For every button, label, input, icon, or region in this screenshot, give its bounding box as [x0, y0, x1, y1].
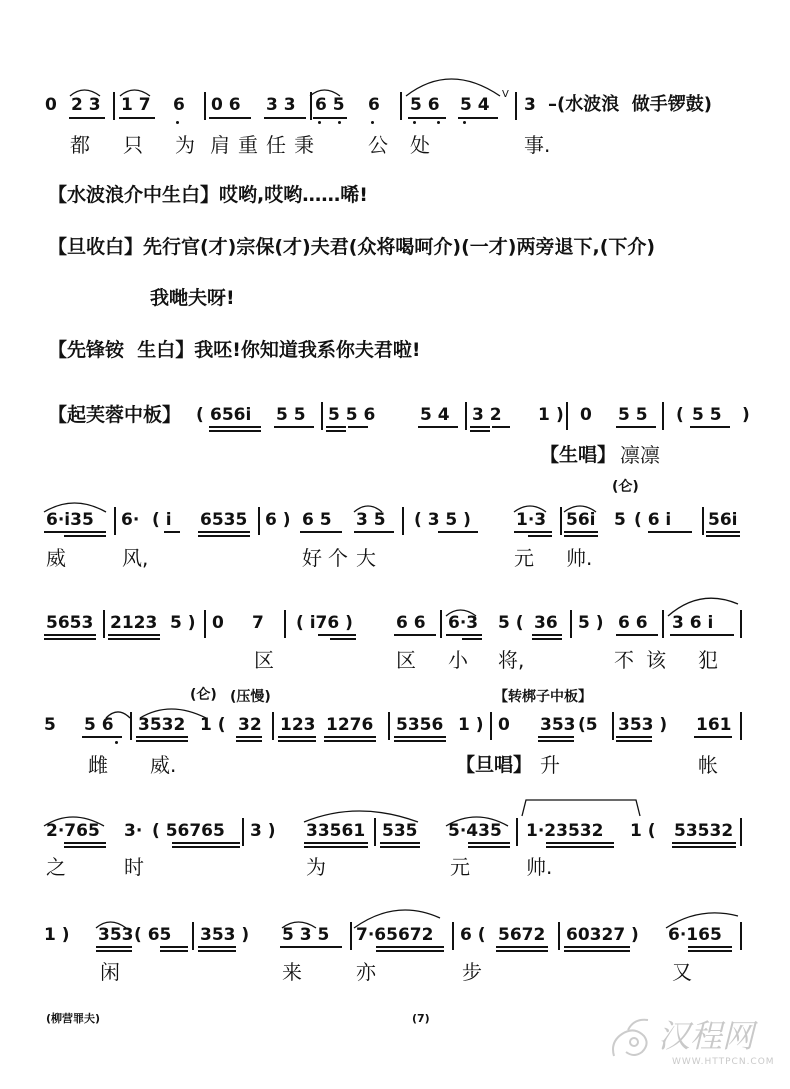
barline — [516, 818, 518, 846]
octave-dot — [413, 121, 416, 124]
beam-underline — [209, 426, 261, 428]
lyric: 重 — [238, 133, 258, 157]
note: 5 — [614, 510, 626, 530]
barline — [192, 922, 194, 950]
beam-underline — [300, 531, 342, 533]
paren: ( — [676, 405, 684, 425]
barline — [402, 507, 404, 535]
barline — [258, 507, 260, 535]
note-group: 6·3 — [448, 613, 479, 633]
octave-dot — [115, 741, 118, 744]
octave-dot — [437, 121, 440, 124]
beam-underline — [64, 535, 106, 537]
beam-underline — [280, 946, 342, 948]
paren: ( — [196, 405, 204, 425]
beam-underline — [376, 950, 444, 952]
beam-underline — [394, 634, 436, 636]
annotation: (压慢) — [230, 689, 271, 705]
beam-underline — [496, 950, 548, 952]
octave-dot — [463, 121, 466, 124]
barline — [662, 610, 664, 638]
beam-underline — [564, 535, 598, 537]
barline — [310, 92, 312, 120]
note-group: 5 4 — [460, 95, 490, 115]
beam-underline — [278, 736, 316, 738]
barline — [558, 922, 560, 950]
beam-underline — [198, 535, 250, 537]
beam-underline — [209, 430, 261, 432]
note-group: 5 ( — [498, 613, 524, 633]
barline — [374, 818, 376, 846]
beam-underline — [670, 634, 734, 636]
note-group: 6 ) — [265, 510, 291, 530]
beam-underline — [44, 531, 106, 533]
beam-underline — [496, 946, 548, 948]
beam-underline — [44, 638, 96, 640]
lyric: 凛凛 — [620, 443, 660, 467]
barline — [740, 712, 742, 740]
barline — [490, 712, 492, 740]
lyric: 该 — [646, 648, 666, 672]
lyric: 都 — [70, 133, 90, 157]
barline — [440, 610, 442, 638]
lyric: 时 — [124, 855, 144, 879]
beam-underline — [394, 740, 446, 742]
beam-underline — [648, 531, 692, 533]
beam-underline — [514, 531, 552, 533]
beam-underline — [532, 638, 562, 640]
beam-underline — [82, 736, 122, 738]
beam-underline — [313, 117, 347, 119]
paren: ) — [556, 405, 564, 425]
annotation: (仑) — [612, 479, 639, 495]
beam-underline — [44, 634, 96, 636]
beam-underline — [348, 426, 368, 428]
beam-underline — [672, 842, 736, 844]
beam-underline — [528, 535, 552, 537]
beam-underline — [278, 740, 316, 742]
note-group: 353 ) — [618, 715, 668, 735]
note: 0 — [498, 715, 510, 735]
beam-underline — [616, 426, 656, 428]
barline — [113, 92, 115, 120]
note-group: 123 — [280, 715, 316, 735]
beam-underline — [538, 740, 574, 742]
barline — [515, 92, 517, 120]
annotation: 【转梆子中板】 — [494, 689, 592, 705]
singer-cue: 【生唱】 — [540, 444, 617, 466]
note: 7 — [252, 613, 264, 633]
note-group: 32 — [238, 715, 262, 735]
beam-underline — [324, 740, 376, 742]
lyric: 只 — [123, 133, 143, 157]
note-group: 56i — [566, 510, 596, 530]
note-group: 353 — [98, 925, 134, 945]
beam-underline — [418, 426, 458, 428]
note-group: 2123 — [110, 613, 158, 633]
beam-underline — [318, 634, 356, 636]
beam-underline — [470, 426, 490, 428]
lyric: 帐 — [698, 753, 718, 777]
beam-underline — [492, 426, 510, 428]
note-group: 6 5 — [315, 95, 345, 115]
note-group: 6·i35 — [46, 510, 94, 530]
barline — [740, 922, 742, 950]
note-group: 36 — [534, 613, 558, 633]
lyric: 不 — [614, 648, 634, 672]
note-group: 161 — [696, 715, 732, 735]
beam-underline — [616, 736, 652, 738]
beam-underline — [564, 946, 630, 948]
beam-underline — [706, 535, 740, 537]
note-group: 5 5 6 — [328, 405, 376, 425]
beam-underline — [376, 946, 444, 948]
note-group: 1 7 — [121, 95, 151, 115]
note-group: 53532 — [674, 821, 734, 841]
octave-dot — [338, 121, 341, 124]
note: 6 — [368, 95, 380, 115]
note-group: 7·65672 — [356, 925, 434, 945]
beam-underline — [688, 950, 732, 952]
beam-underline — [209, 117, 251, 119]
beam-underline — [326, 426, 346, 428]
beam-underline — [236, 740, 262, 742]
note-group: 6·165 — [668, 925, 722, 945]
note-group: 5·435 — [448, 821, 502, 841]
lyric: 步 — [462, 960, 482, 984]
barline — [560, 507, 562, 535]
note-group: 6 6 — [618, 613, 648, 633]
beam-underline — [69, 117, 105, 119]
lyric: 来 — [282, 960, 302, 984]
beam-underline — [380, 846, 420, 848]
note-group: 5672 — [498, 925, 546, 945]
note-group: ( 3 5 ) — [414, 510, 471, 530]
note-group: 6 5 — [302, 510, 332, 530]
note-group: 3 5 — [356, 510, 386, 530]
breath-mark: V — [502, 89, 509, 100]
barline — [465, 402, 467, 430]
dialogue-line: 【旦收白】先行官(才)宗保(才)夫君(众将喝呵介)(一才)两旁退下,(下介) — [48, 236, 656, 258]
note-group: 5 ) — [578, 613, 604, 633]
paren: ) — [742, 405, 750, 425]
barline — [452, 922, 454, 950]
note-group: 1·3 — [516, 510, 547, 530]
note: 3 — [524, 95, 536, 115]
dialogue-line: 我哋夫呀! — [150, 287, 235, 309]
octave-dot — [176, 121, 179, 124]
beam-underline — [546, 846, 614, 848]
beam-underline — [470, 430, 490, 432]
note-group: 3532 — [138, 715, 186, 735]
note-group: 5653 — [46, 613, 94, 633]
lyric: 雌 — [88, 753, 108, 777]
note-group: 0 6 — [211, 95, 241, 115]
note-group: 60327 ) — [566, 925, 639, 945]
octave-dot — [318, 121, 321, 124]
beam-underline — [616, 740, 652, 742]
performance-note: –(水波浪 做手锣鼓) — [548, 94, 712, 115]
barline — [204, 610, 206, 638]
note-group: ( i76 ) — [296, 613, 353, 633]
note-group: 3 2 — [472, 405, 502, 425]
note-group: 6 ( — [460, 925, 486, 945]
beam-underline — [160, 946, 188, 948]
beam-underline — [672, 846, 736, 848]
barline — [740, 818, 742, 846]
beam-underline — [160, 950, 188, 952]
lyric: 事. — [524, 133, 551, 157]
note-group: 5 5 — [276, 405, 306, 425]
beam-underline — [304, 842, 368, 844]
note: 5 — [44, 715, 56, 735]
beam-underline — [274, 426, 314, 428]
note-group: 6535 — [200, 510, 248, 530]
note: 6 — [173, 95, 185, 115]
barline — [242, 818, 244, 846]
beam-underline — [564, 531, 598, 533]
lyric: 又 — [672, 960, 692, 984]
lyric: 帅. — [526, 855, 553, 879]
beam-underline — [264, 117, 306, 119]
lyric: 为 — [175, 133, 195, 157]
note-group: 5 6 — [410, 95, 440, 115]
barline — [350, 922, 352, 950]
beam-underline — [96, 946, 132, 948]
lyric: 处 — [410, 133, 430, 157]
note-group: 353 — [540, 715, 576, 735]
lyric: 风, — [122, 546, 149, 570]
lyric: 区 — [396, 648, 416, 672]
beam-underline — [380, 842, 420, 844]
barline — [114, 507, 116, 535]
beam-underline — [446, 634, 482, 636]
beam-underline — [198, 531, 250, 533]
beam-underline — [458, 117, 498, 119]
note-group: 656i — [210, 405, 252, 425]
beam-underline — [354, 531, 394, 533]
note-group: 2·765 — [46, 821, 100, 841]
beam-underline — [324, 736, 376, 738]
barline — [400, 92, 402, 120]
note-group: 1 ) — [458, 715, 484, 735]
page-number: (7) — [412, 1012, 430, 1025]
barline — [702, 507, 704, 535]
beam-underline — [408, 117, 446, 119]
note-group: 3 ) — [250, 821, 276, 841]
beam-underline — [198, 950, 236, 952]
lyric: 元 — [514, 546, 534, 570]
beam-underline — [538, 736, 574, 738]
beam-underline — [394, 736, 446, 738]
note-group: 3 3 — [266, 95, 296, 115]
beam-underline — [64, 842, 106, 844]
note-group: 5 6 — [84, 715, 114, 735]
note-group: 5 ) — [170, 613, 196, 633]
beam-underline — [96, 950, 132, 952]
barline — [272, 712, 274, 740]
lyric: 闲 — [100, 960, 120, 984]
beam-underline — [468, 846, 510, 848]
footer-title: (柳营罪夫) — [46, 1012, 101, 1025]
singer-cue: 【旦唱】 — [456, 754, 533, 776]
watermark-text: 汉程网 — [658, 1017, 755, 1055]
lyric: 亦 — [356, 960, 376, 984]
beam-underline — [108, 634, 160, 636]
barline — [321, 402, 323, 430]
note-group: 5 4 — [420, 405, 450, 425]
dialogue-line: 【水波浪介中生白】哎哟,哎哟……唏! — [48, 184, 368, 206]
watermark-url: WWW.HTTPCN.COM — [672, 1057, 775, 1067]
beam-underline — [164, 531, 180, 533]
barline — [740, 610, 742, 638]
note-group: 5 3 5 — [282, 925, 330, 945]
tune-label: 【起芙蓉中板】 — [48, 404, 182, 426]
beam-underline — [136, 740, 188, 742]
note-group: 535 — [382, 821, 418, 841]
beam-underline — [119, 117, 155, 119]
barline — [103, 610, 105, 638]
note-group: ( 6 i — [634, 510, 672, 530]
barline — [570, 610, 572, 638]
note-group: 5356 — [396, 715, 444, 735]
annotation: (仑) — [190, 687, 217, 703]
note: 0 — [45, 95, 57, 115]
beam-underline — [172, 846, 240, 848]
beam-underline — [706, 531, 740, 533]
lyric: 帅. — [566, 546, 593, 570]
note-group: 3· — [124, 821, 143, 841]
lyric: 犯 — [698, 648, 718, 672]
note-group: 353 ) — [200, 925, 250, 945]
note-group: 1 ( — [200, 715, 226, 735]
barline — [566, 402, 568, 430]
lyric: 好 — [302, 546, 322, 570]
lyric: 威. — [150, 753, 177, 777]
beam-underline — [304, 846, 368, 848]
lyric: 威 — [46, 546, 66, 570]
note-group: 2 3 — [71, 95, 101, 115]
note-group: 1 ( — [630, 821, 656, 841]
barline — [662, 402, 664, 430]
barline — [204, 92, 206, 120]
dialogue-line: 【先锋铵 生白】我呸!你知道我系你夫君啦! — [48, 339, 421, 361]
beam-underline — [688, 946, 732, 948]
beam-underline — [136, 736, 188, 738]
lyric: 之 — [46, 855, 66, 879]
beam-underline — [546, 842, 614, 844]
lyric: 个 — [328, 546, 348, 570]
note-group: 1 ) — [44, 925, 70, 945]
note-group: 5 5 — [692, 405, 722, 425]
note-group: 33561 — [306, 821, 366, 841]
barline — [284, 610, 286, 638]
lyric: 升 — [540, 753, 560, 777]
lyric: 区 — [254, 648, 274, 672]
note-group: 1·23532 — [526, 821, 604, 841]
note-group: 3 6 i — [672, 613, 714, 633]
beam-underline — [468, 842, 510, 844]
beam-underline — [616, 634, 658, 636]
beam-underline — [690, 426, 730, 428]
note-group: (5 — [578, 715, 598, 735]
beam-underline — [64, 846, 106, 848]
octave-dot — [371, 121, 374, 124]
note-group: 56i — [708, 510, 738, 530]
barline — [130, 712, 132, 740]
note: 1 — [538, 405, 550, 425]
beam-underline — [172, 842, 240, 844]
beam-underline — [438, 531, 478, 533]
note-group: ( 65 — [134, 925, 172, 945]
lyric: 秉 — [294, 133, 314, 157]
lyric: 元 — [450, 855, 470, 879]
lyric: 小 — [448, 648, 468, 672]
note-group: 6· — [121, 510, 140, 530]
lyric: 将, — [498, 648, 525, 672]
lyric: 大 — [356, 546, 376, 570]
note-group: ( 56765 — [152, 821, 225, 841]
beam-underline — [108, 638, 160, 640]
barline — [612, 712, 614, 740]
note: 0 — [580, 405, 592, 425]
beam-underline — [198, 946, 236, 948]
lyric: 为 — [306, 855, 326, 879]
lyric: 任 — [266, 133, 286, 157]
note-group: 1276 — [326, 715, 374, 735]
beam-underline — [694, 736, 732, 738]
beam-underline — [532, 634, 562, 636]
beam-underline — [326, 430, 346, 432]
note: 0 — [212, 613, 224, 633]
beam-underline — [564, 950, 630, 952]
note-group: 6 6 — [396, 613, 426, 633]
beam-underline — [236, 736, 262, 738]
note-group: ( i — [152, 510, 172, 530]
lyric: 肩 — [210, 133, 230, 157]
barline — [388, 712, 390, 740]
note-group: 5 5 — [618, 405, 648, 425]
lyric: 公 — [368, 133, 388, 157]
beam-underline — [462, 638, 482, 640]
beam-underline — [330, 638, 356, 640]
